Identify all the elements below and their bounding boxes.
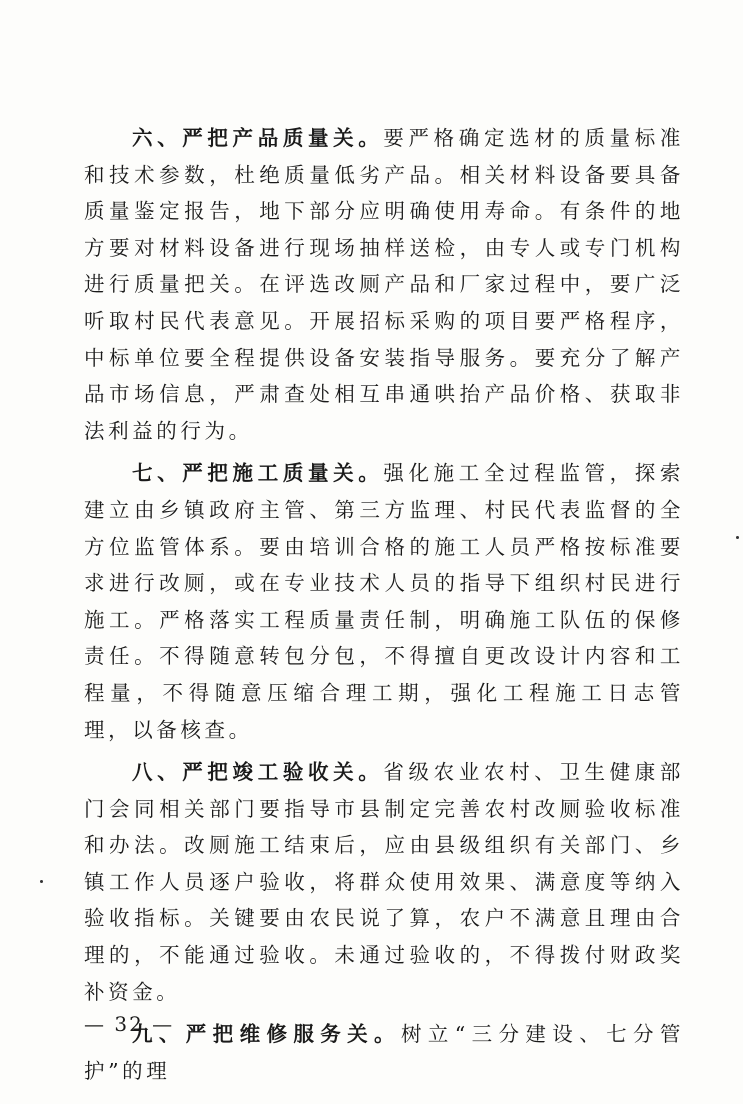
document-body	[84, 120, 684, 1089]
section-nine-heading: 九、严把维修服务关。	[132, 1022, 401, 1047]
section-eight-paragraph	[84, 754, 684, 1010]
section-nine-text: 树立“三分建设、七分管护”的理	[84, 1022, 684, 1083]
section-seven-text: 强化施工全过程监管，探索建立由乡镇政府主管、第三方监理、村民代表监督的全方位监管体系。要由培训合格的施工人员严格按标准要求进行改厕，或在专业技术人员的指导下组织村民进行施工。严格落实工程质量责任制，明确施工队伍的保修责任。不得随意转包分包，不得擅自更改设计内容和工程量，不得随意压缩合理工期，强化工程施工日志管理，以备核查。	[84, 461, 685, 742]
section-six-heading: 六、严把产品质量关。	[132, 126, 384, 150]
section-eight-heading: 八、严把竣工验收关。	[132, 760, 384, 785]
section-eight-text: 省级农业农村、卫生健康部门会同相关部门要指导市县制定完善农村改厕验收标准和办法。改厕施工结束后，应由县级组织有关部门、乡镇工作人员逐户验收，将群众使用效果、满意度等纳入验收指标。关键要由农民说了算，农户不满意且理由合理的，不能通过验收。未通过验收的，不得拨付财政奖补资金。	[84, 760, 685, 1004]
page-number: — 32 —	[84, 1012, 175, 1036]
section-seven-paragraph	[84, 455, 684, 748]
scan-speck	[736, 536, 739, 539]
scan-speck	[40, 880, 43, 883]
section-six-text: 要严格确定选材的质量标准和技术参数，杜绝质量低劣产品。相关材料设备要具备质量鉴定报告，地下部分应明确使用寿命。有条件的地方要对材料设备进行现场抽样送检，由专人或专门机构进行质量把关。在评选改厕产品和厂家过程中，要广泛听取村民代表意见。开展招标采购的项目要严格程序，中标单位要全程提供设备安装指导服务。要充分了解产品市场信息，严肃查处相互串通哄抬产品价格、获取非法利益的行为。	[84, 126, 685, 443]
section-six-paragraph	[84, 120, 684, 449]
section-seven-heading: 七、严把施工质量关。	[132, 461, 384, 486]
